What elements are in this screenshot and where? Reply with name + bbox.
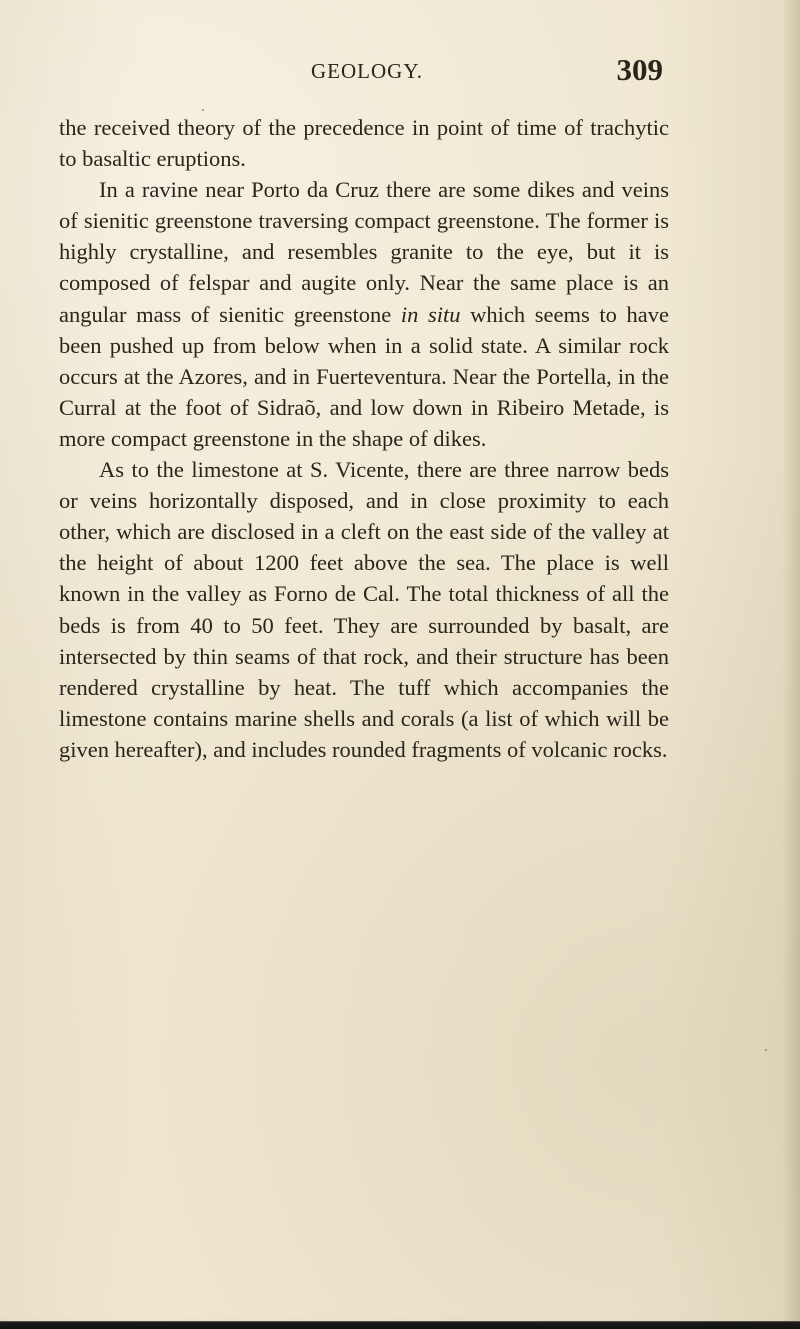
print-speck [202, 109, 204, 111]
paragraph-2-text-after-italic: which seems to have been pushed up from below when in a solid state. A similar rock occurs at the Azores, and in Fuerteventura. Near the Portella, in the Curral at the foot of Sidraõ, and low down in Ribeiro Metade, is more compact greenstone in the shape of dikes. [59, 301, 669, 451]
paragraph-1 [59, 112, 669, 174]
page-header [0, 52, 800, 92]
paragraph-1-text: the received theory of the precedence in point of time of trachytic to basaltic eruptions. [59, 115, 669, 172]
page-edge-shadow [782, 0, 800, 1329]
print-speck [765, 1049, 767, 1051]
bottom-dark-edge [0, 1317, 800, 1329]
paragraph-2 [59, 174, 669, 454]
paragraph-3-text: As to the limestone at S. Vicente, there are three narrow beds or veins horizontally disposed, and in close proximity to each other, which are disclosed in a cleft on the east side of the valley at the height of about 1200 feet above the sea. The place is well known in the valley as Forno de Cal. The total thickness of all the beds is from 40 to 50 feet. They are surrounded by basalt, are intersected by thin seams of that rock, and their structure has been rendered crystalline by heat. The tuff which accompanies the limestone contains marine shells and corals (a list of which will be given hereafter), and includes rounded fragments of volcanic rocks. [59, 457, 669, 762]
page-number: 309 [616, 52, 663, 87]
paragraph-2-text-before-italic: In a ravine near Porto da Cruz there are some dikes and veins of sienitic greenstone traversing compact greenstone. The former is highly crystalline, and resembles granite to the eye, but it is composed of felspar and augite only. Near the same place is an angular mass of sienitic greenstone [59, 177, 669, 327]
paragraph-2-italic-phrase: in situ [400, 301, 461, 327]
body-text [59, 112, 669, 765]
paragraph-3 [59, 454, 669, 765]
running-head: GEOLOGY. [311, 59, 424, 83]
